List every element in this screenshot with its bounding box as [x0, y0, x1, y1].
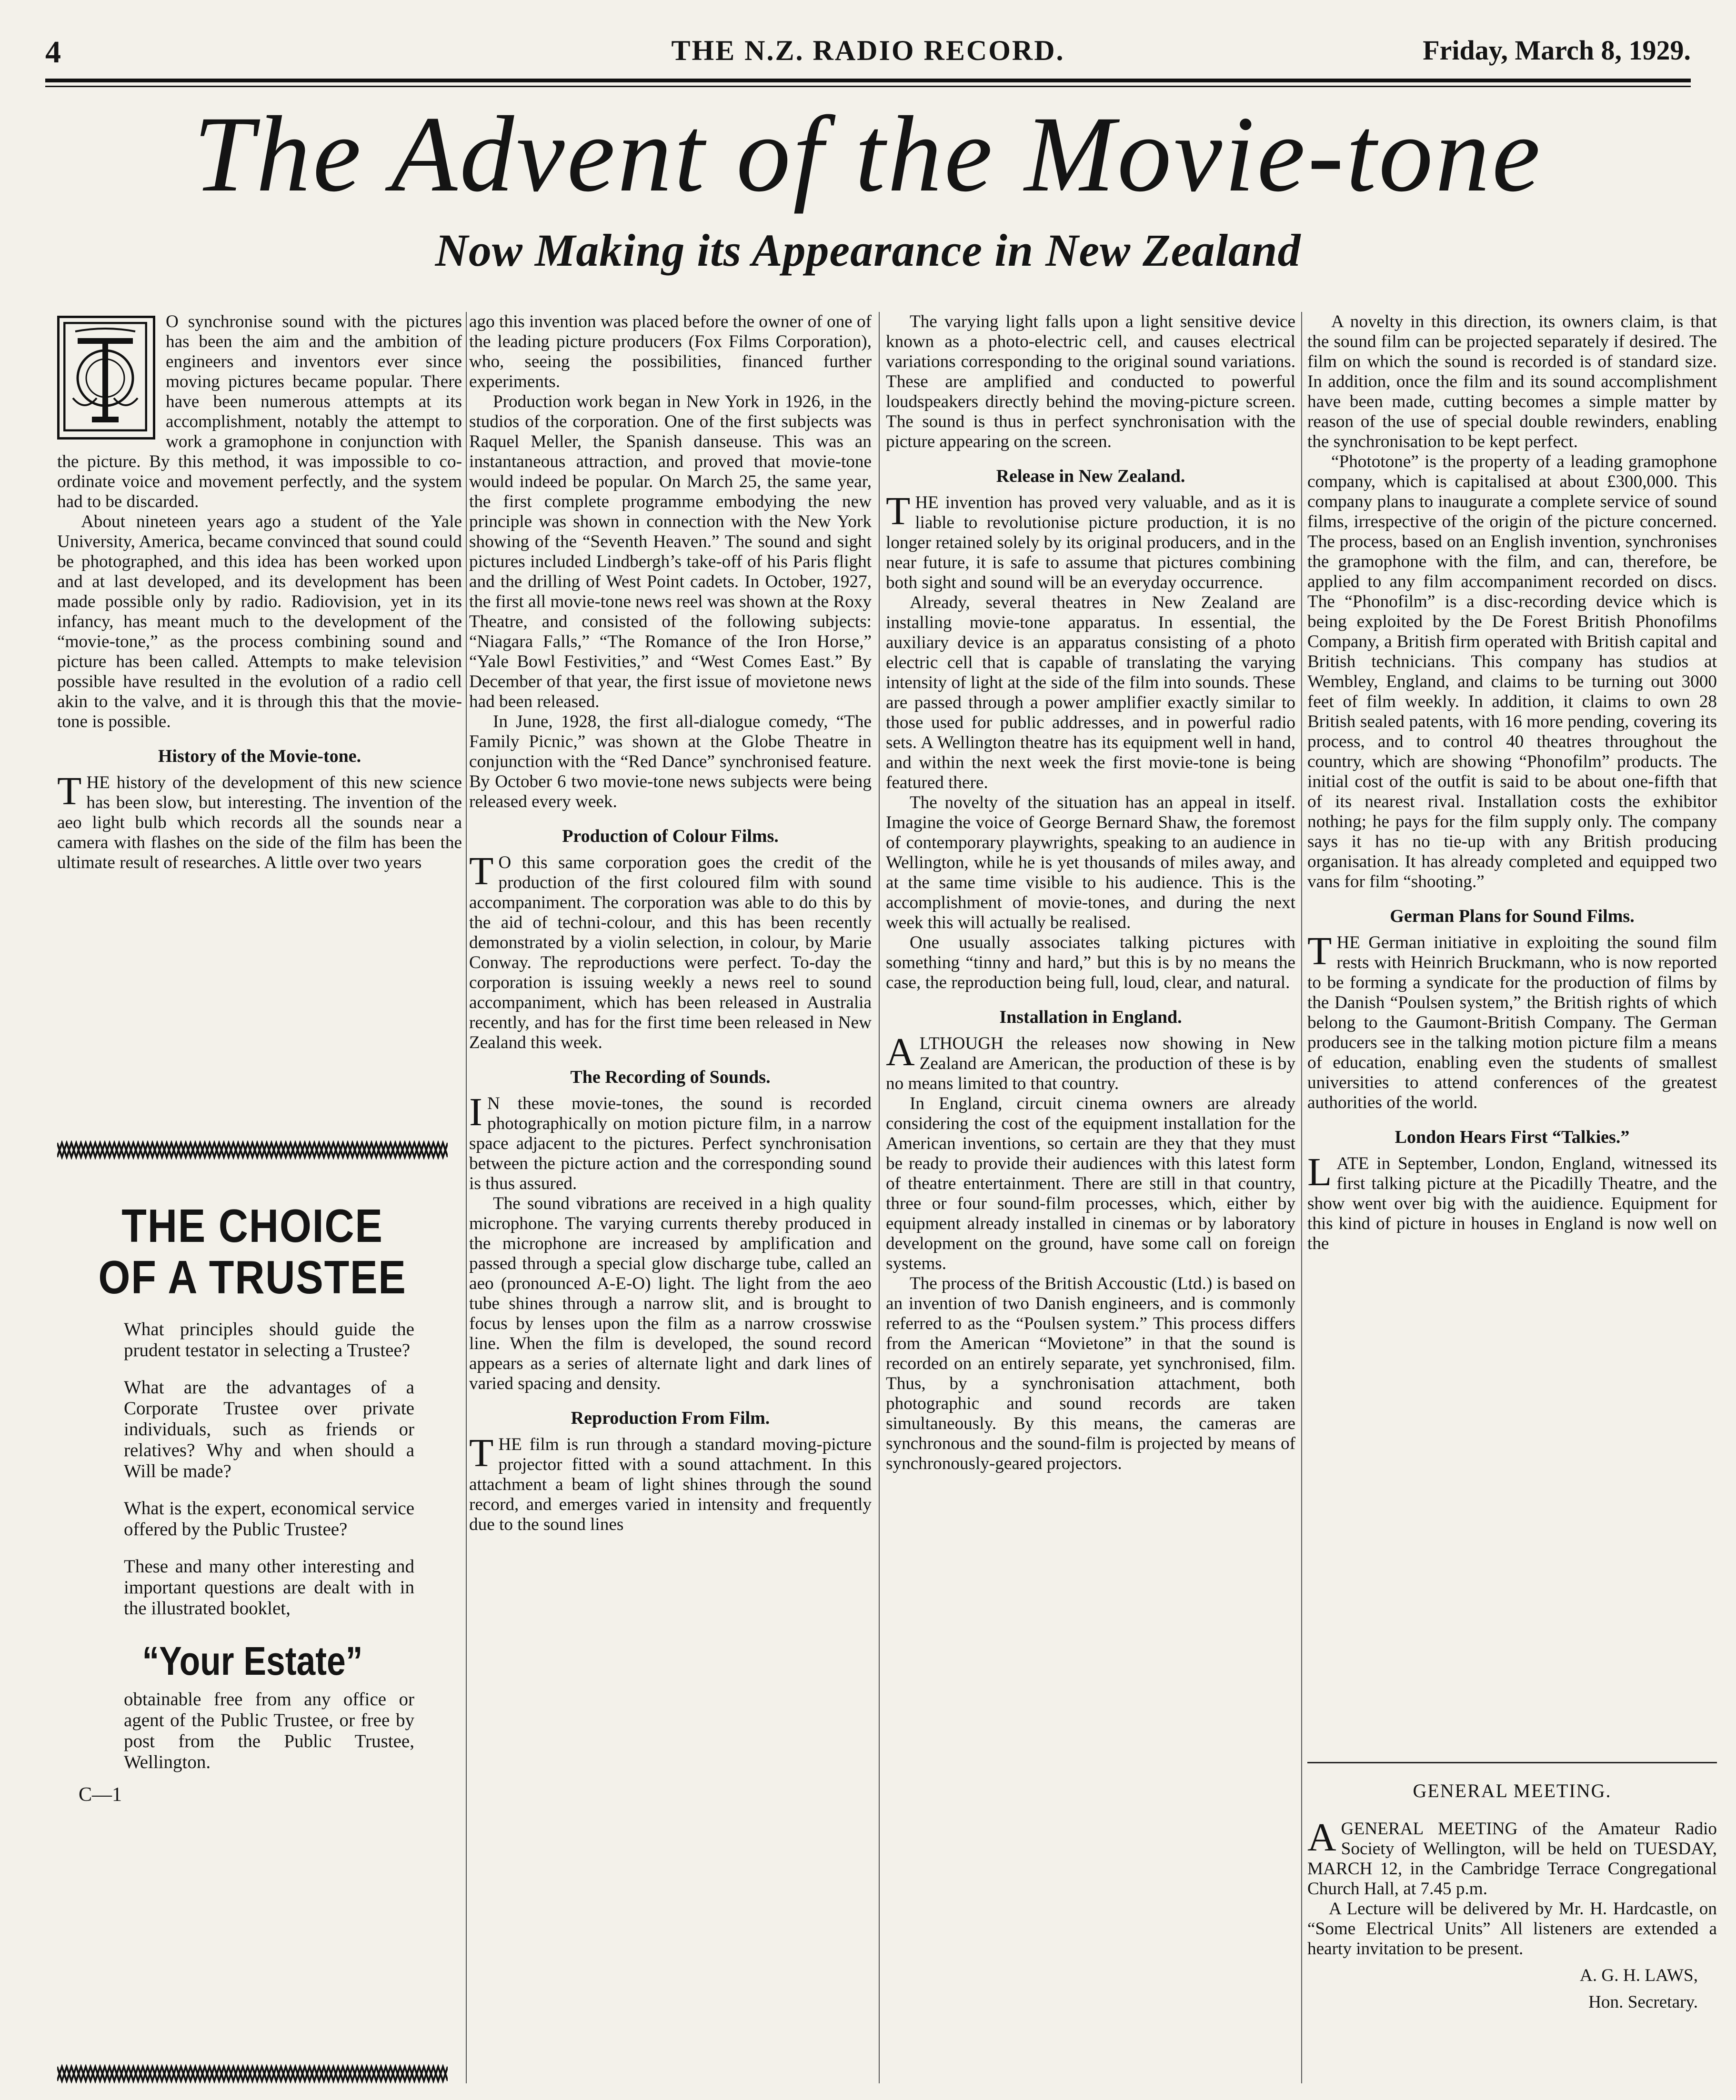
general-meeting-notice: [1307, 1781, 1717, 2012]
drop-cap: L: [1307, 1150, 1332, 1194]
article-title: The Advent of the Movie-tone: [193, 94, 1543, 214]
advert-question: What are the advantages of a Corporate Trustee over private individuals, such as friends or relatives? Why and when should a Will be made?: [124, 1377, 414, 1481]
notice-title: GENERAL MEETING.: [1413, 1780, 1612, 1801]
paragraph: [886, 489, 1295, 593]
paragraph: [886, 1030, 1295, 1094]
article-column-3: [886, 312, 1295, 1474]
page-number: 4: [45, 35, 61, 70]
advert-question: These and many other interesting and important questions are dealt with in the illustrated booklet,: [124, 1556, 414, 1619]
paragraph: ago this invention was placed before the owner of one of the leading picture producers (Fox Films Corporation), who, seeing the possibilities, financed further experiments.: [469, 312, 872, 391]
notice-text: GENERAL MEETING of the Amateur Radio Society of Wellington, will be held on TUESDAY, MARCH 12, in the Cambridge Terrace Congregational Church Hall, at 7.45 p.m.: [1307, 1819, 1717, 1899]
section-heading: German Plans for Sound Films.: [1390, 906, 1635, 926]
paragraph: In England, circuit cinema owners are already considering the cost of the equipment installation for the American inventions, so certain are they that they must be ready to provide their audiences with this latest form of theatre entertainment. There are still in that country, three or four sound-film processes, which, either by equipment already installed in cinemas or by laboratory development on the ground, have some call on foreign systems.: [886, 1094, 1295, 1273]
article-column-4: [1307, 312, 1717, 1254]
paragraph: The novelty of the situation has an appeal in itself. Imagine the voice of George Bernard Shaw, the foremost of contemporary playwrights, speaking to an audience in Wellington, while he is yet thousands of miles away, and at the same time visible to his audience. This is the accomplishment of movie-tones, and during the next week this will actually be realised.: [886, 793, 1295, 932]
drop-cap: A: [1307, 1815, 1336, 1860]
advert-question: What is the expert, economical service offered by the Public Trustee?: [124, 1498, 414, 1540]
section-heading: History of the Movie-tone.: [158, 746, 361, 766]
paragraph-text: N these movie-tones, the sound is recorded photographically on motion picture film, in a narrow space adjacent to the pictures. Perfect synchronisation between the picture action and the corresponding sound is thus assured.: [469, 1094, 872, 1193]
notice-rule: [1307, 1762, 1717, 1763]
paragraph: The process of the British Accoustic (Ltd.) is based on an invention of two Danish engineers, and is commonly referred to as the “Poulsen system.” This process differs from the American “Movietone” in that the sound is recorded on an entirely separate, yet synchronised, film. Thus, by a synchronisation attachment, both photographic and sound records are taken simultaneously. By this means, the cameras are synchronous and the sound-film is projected by means of synchronously-geared projectors.: [886, 1274, 1295, 1473]
article-subtitle: Now Making its Appearance in New Zealand: [435, 225, 1301, 276]
drop-cap: T: [469, 849, 494, 893]
column-rule: [466, 312, 467, 2083]
section-heading: Installation in England.: [999, 1007, 1182, 1027]
section-heading: London Hears First “Talkies.”: [1395, 1127, 1630, 1147]
paragraph: In June, 1928, the first all-dialogue comedy, “The Family Picnic,” was shown at the Globe Theatre in conjunction with the “Red Dance” synchronised feature. By October 6 two movie-tone news subjects were being released every week.: [469, 712, 872, 811]
paragraph: Production work began in New York in 1926, in the studios of the corporation. One of the first subjects was Raquel Meller, the Spanish danseuse. This was an instantaneous attraction, and proved that movie-tone would indeed be popular. On March 25, the same year, the first complete programme embodying the new principle was shown in connection with the New York showing of the “Seventh Heaven.” The sound and sight pictures included Lindbergh’s take-off of his Paris flight and the drilling of West Point cadets. In October, 1927, the first all movie-tone news reel was shown at the Roxy Theatre, and consisted of the following subjects: “Niagara Falls,” “The Romance of the Iron Horse,” “Yale Bowl Festivities,” and “West Comes East.” By December of that year, the first issue of movietone news had been released.: [469, 392, 872, 711]
paragraph: “Phototone” is the property of a leading gramophone company, which is capitalised at about £300,000. This company plans to inaugurate a complete service of sound films, irrespective of the origin of the picture concerned. The process, based on an English invention, synchronises the gramophone with the film, and can, therefore, be applied to any film accompaniment recorded on discs. The “Phonofilm” is a disc-recording device which is being exploited by the De Forest British Phonofilms Company, a British firm operated with British capital and British technicians. This company has studios at Wembley, England, and claims to be turning out 3000 feet of film weekly. In addition, it claims to own 28 British sealed patents, with 16 more pending, covering its process, and to control 40 theatres throughout the country, which are showing “Phonofilm” products. The initial cost of the outfit is said to be about one-fifth that of its nearest rival. Installation costs the exhibitor nothing; he pays for the film supply only. The company says it has no tie-up with any British producing organisation. It has already completed and equipped two vans for film “shooting.”: [1307, 452, 1717, 891]
paragraph: About nineteen years ago a student of the Yale University, America, became convinced that sound could be photographed, and this idea has been worked upon and at last developed, and its development has been made possible only by radio. Radiovision, yet in its infancy, has meant much to the development of the “movie-tone,” as the process combining sound and picture has been called. Attempts to make television possible have resulted in the evolution of a radio cell akin to the valve, and it is through this that the movie-tone is possible.: [57, 512, 462, 731]
paragraph: One usually associates talking pictures with something “tinny and hard,” but this is by no means the case, the reproduction being full, loud, clear, and natural.: [886, 933, 1295, 992]
notice-paragraph: A Lecture will be delivered by Mr. H. Hardcastle, on “Some Electrical Units” All listeners are extended a hearty invitation to be present.: [1307, 1899, 1717, 1959]
header-rule: [45, 79, 1691, 82]
section-heading: Release in New Zealand.: [996, 466, 1185, 486]
paragraph: [469, 849, 872, 1053]
zigzag-border-bottom: [57, 2064, 448, 2083]
public-trustee-advert: [57, 1200, 448, 1806]
drop-cap: T: [1307, 929, 1332, 973]
notice-paragraph: [1307, 1815, 1717, 1899]
signature-title: Hon. Secretary.: [1588, 1992, 1698, 2012]
paragraph: A novelty in this direction, its owners claim, is that the sound film can be projected separately if desired. The film on which the sound is recorded is of standard size. In addition, once the film and its sound accomplishment have been made, cutting becomes a simple matter by reason of the use of special double rewinders, enabling the synchronisation to be kept perfect.: [1307, 312, 1717, 451]
booklet-title: “Your Estate”: [142, 1639, 363, 1683]
drop-cap: I: [469, 1090, 482, 1134]
advert-headline-2: OF A TRUSTEE: [98, 1251, 407, 1303]
paragraph: The sound vibrations are received in a high quality microphone. The varying currents thereby produced in the microphone are increased by amplification and passed through a special glow discharge tube, called an aeo (pronounced A-E-O) light. The light from the aeo tube shines through a narrow slit, and is brought to focus by lenses upon the film as a narrow crosswise line. When the film is developed, the sound record appears as a series of alternate light and dark lines of varied spacing and density.: [469, 1194, 872, 1393]
signature-name: A. G. H. LAWS,: [1579, 1966, 1698, 1985]
paragraph: The varying light falls upon a light sensitive device known as a photo-electric cell, and causes electrical variations corresponding to the original sound variations. These are amplified and conducted to powerful loudspeakers directly behind the moving-picture screen. The sound is thus in perfect synchronisation with the picture appearing on the screen.: [886, 312, 1295, 451]
paragraph: [469, 1431, 872, 1535]
paragraph-text: HE film is run through a standard moving-picture projector fitted with a sound attachment. In this attachment a beam of light shines through the sound record, and emerges varied in intensity and frequently due to the sound lines: [469, 1435, 872, 1534]
article-column-1: [57, 312, 462, 873]
issue-date: Friday, March 8, 1929.: [1423, 35, 1691, 66]
drop-cap: T: [469, 1431, 494, 1475]
masthead: THE N.Z. RADIO RECORD.: [671, 35, 1065, 66]
column-rule: [879, 312, 880, 2083]
drop-cap: T: [886, 489, 911, 533]
drop-cap: T: [57, 769, 82, 813]
paragraph-text: ATE in September, London, England, witnessed its first talking picture at the Picadilly Theatre, and the show went over big with the auidience. Equipment for this kind of picture in houses in England is now well on the: [1307, 1154, 1717, 1253]
paragraph: [1307, 929, 1717, 1113]
paragraph-text: LTHOUGH the releases now showing in New Zealand are American, the production of these is by no means limited to that country.: [886, 1034, 1295, 1093]
section-heading: Reproduction From Film.: [571, 1408, 770, 1428]
advert-code: C—1: [79, 1784, 122, 1806]
intro-paragraph: [57, 312, 462, 512]
article-column-2: [469, 312, 872, 1535]
paragraph: [57, 769, 462, 873]
page-header: [45, 30, 1691, 87]
header-rule-thin: [45, 86, 1691, 87]
paragraph: [469, 1090, 872, 1194]
decorative-initial: [57, 316, 155, 440]
column-rule: [1301, 312, 1302, 2083]
advert-headline-1: THE CHOICE: [121, 1200, 383, 1252]
paragraph-text: O this same corporation goes the credit of the production of the first coloured film with sound accompaniment. The corporation was able to do this by the aid of techni-colour, and this has been recently demonstrated by a violin selection, in colour, by Marie Conway. The reproductions were perfect. To-day the corporation is issuing weekly a news reel to sound accompaniment, which has been released in Australia recently, and has for the first time been released in New Zealand this week.: [469, 853, 872, 1052]
paragraph: [1307, 1150, 1717, 1254]
intro-text: O synchronise sound with the pictures has been the aim and the ambition of engineers and inventors ever since moving pictures became popular. There have been numerous attempts at its accomplishment, notably the attempt to work a gramophone in conjunction with the picture. By this method, it was impossible to co-ordinate voice and movement perfectly, and the system had to be discarded.: [57, 312, 462, 511]
drop-cap: A: [886, 1030, 915, 1074]
section-heading: Production of Colour Films.: [562, 826, 779, 846]
paragraph: Already, several theatres in New Zealand are installing movie-tone apparatus. In essential, the auxiliary device is an apparatus consisting of a photo electric cell that is capable of translating the varying intensity of light at the side of the film into sounds. These are passed through a power amplifier exactly similar to those used for public addresses, and in powerful radio sets. A Wellington theatre has its equipment well in hand, and within the next week the first movie-tone is being featured there.: [886, 593, 1295, 792]
zigzag-border-top: [57, 1140, 448, 1160]
ornamental-initial-t-icon: [63, 322, 147, 431]
advert-closing: obtainable free from any office or agent of the Public Trustee, or free by post from the Public Trustee, Wellington.: [124, 1689, 414, 1772]
paragraph-text: HE German initiative in exploiting the sound film rests with Heinrich Bruckmann, who is now reported to be forming a syndicate for the production of films by the Danish “Poulsen system,” the British rights of which belong to the Gaumont-British Company. The German producers see in the talking motion picture film a means of education, enabling even the students of smallest universities to attend conferences of the greatest authorities of the world.: [1307, 933, 1717, 1112]
advert-question: What principles should guide the prudent testator in selecting a Trustee?: [124, 1319, 414, 1360]
paragraph-text: HE history of the development of this new science has been slow, but interesting. The invention of the aeo light bulb which records all the sounds near a camera with flashes on the side of the film has been the ultimate result of researches. A little over two years: [57, 773, 462, 872]
section-heading: The Recording of Sounds.: [570, 1067, 771, 1087]
paragraph-text: HE invention has proved very valuable, and as it is liable to revolutionise picture production, it is no longer retained solely by its original producers, and in the near future, it is safe to assume that pictures combining both sight and sound will be an everyday occurrence.: [886, 493, 1295, 592]
